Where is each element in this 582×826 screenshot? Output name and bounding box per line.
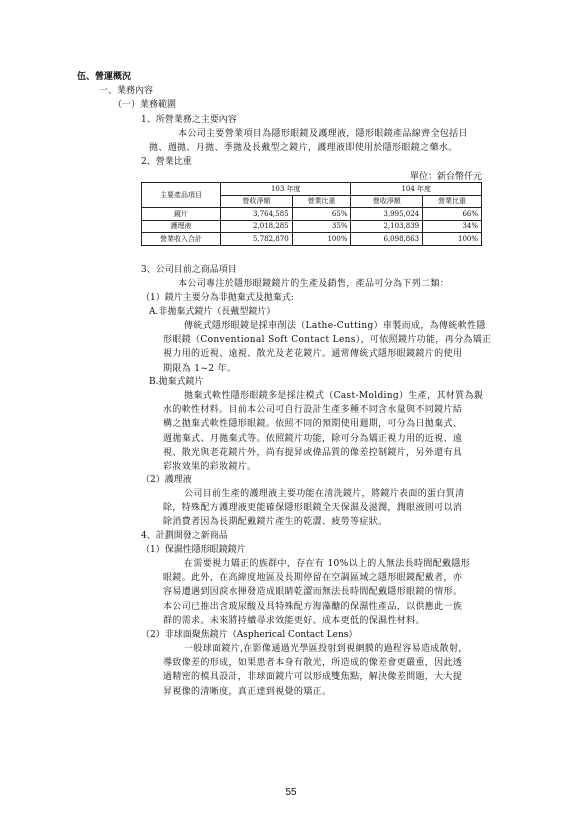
text-line: 水的軟性材料。目前本公司可自行設計生產多種不同含水量與不同鏡片結	[163, 405, 463, 416]
subsection-heading: 一、業務內容	[99, 86, 154, 96]
item-title: 1、所營業務之主要內容	[141, 115, 237, 125]
text-line: 本公司已推出含玻尿酸及具特殊配方海藻醣的保濕性產品，以供應此一族	[163, 601, 463, 612]
text-line: 視、散光與老花鏡片外，尚有提昇或偉品質的像差控制鏡片，另外還有具	[163, 447, 463, 458]
text-line: 眼鏡。此外，在高緯度地區及長期停留在空調區域之隱形眼鏡配戴者，亦	[163, 573, 463, 584]
year-header: 104 年度	[351, 183, 482, 196]
ratio-cell: 66%	[423, 208, 482, 221]
sub2-paragraph	[0, 487, 465, 530]
table-row	[142, 208, 482, 221]
text-line: 容易遭遇到因淚水揮發造成眼睛乾澀而無法長時間配戴隱形眼鏡的情形。	[163, 587, 463, 598]
subitem-title: （2）非球面聚焦鏡片（Aspherical Contact Lens）	[141, 630, 358, 640]
subA-paragraph	[0, 319, 492, 376]
subsection-heading: （一）業務範圍	[113, 100, 177, 110]
subitem-title: B.拋棄式鏡片	[149, 377, 204, 387]
text-line: 形眼鏡（Conventional Soft Contact Lens），可依照鏡片功能，再分為矯正	[163, 335, 492, 346]
revenue-cell: 5,782,870	[221, 233, 293, 246]
revenue-cell: 2,018,285	[221, 220, 293, 233]
revenue-cell: 2,103,839	[351, 220, 423, 233]
text-line: 傳統式隱形眼鏡是採車削法（Lathe-Cutting）車製而成，為傳統軟性隱	[184, 321, 486, 331]
product-name: 鏡片	[142, 208, 221, 221]
item-title: 2、營業比重	[141, 157, 192, 167]
text-line: 群的需求。未來將持續尋求效能更好、成本更低的保濕性材料。	[163, 615, 425, 626]
text-line: 導致像差的形成，如果患者本身有散光，所造成的像差會更嚴重，因此透	[163, 658, 463, 669]
year-header: 103 年度	[221, 183, 351, 196]
column-header: 營收淨額	[351, 195, 423, 208]
table-row	[142, 233, 482, 246]
ratio-cell: 100%	[292, 233, 351, 246]
unit-label: 單位：新台幣仟元	[410, 172, 483, 182]
text-line: 一般球面鏡片,在影像通過光學區投射到視網膜的過程容易造成散射,	[184, 644, 462, 654]
product-name: 護理液	[142, 220, 221, 233]
subitem-title: （2）護理液	[141, 475, 192, 485]
text-line: 除消費者因為長期配戴鏡片產生的乾澀、疲勞等症狀。	[163, 517, 388, 528]
item-title: 3、公司目前之商品項目	[141, 265, 237, 275]
intro-text: 本公司專注於隱形眼鏡鏡片的生產及銷售，產品可分為下列二類：	[178, 279, 450, 289]
text-line: 視力用的近視、遠視、散光及老花鏡片。通常傳統式隱形眼鏡鏡片的使用	[163, 349, 463, 360]
column-header: 營收淨額	[221, 195, 293, 208]
column-header: 營業比重	[423, 195, 482, 208]
ratio-cell: 65%	[292, 208, 351, 221]
page-number: 55	[285, 787, 297, 798]
revenue-cell: 3,764,585	[221, 208, 293, 221]
subB-paragraph	[0, 389, 483, 474]
subitem-title: （1）保濕性隱形眼鏡鏡片	[141, 545, 246, 555]
text-line: 在需要視力矯正的族群中，存在有 10%以上的人無法長時間配戴隱形	[184, 559, 471, 569]
item1-paragraph	[0, 127, 468, 155]
text-line: 昇視像的清晰度，真正達到視覺的矯正。	[163, 686, 332, 697]
sales-table	[141, 182, 482, 246]
section-heading: 伍、營運概況	[77, 72, 132, 82]
text-line: 構之拋棄式軟性隱形眼鏡。依照不同的預期使用週期，可分為日拋棄式、	[163, 419, 463, 430]
item-title: 4、計劃開發之新商品	[141, 531, 228, 541]
text-line: 週拋棄式、月拋棄式等。依照鏡片功能，除可分為矯正視力用的近視、遠	[163, 433, 463, 444]
ratio-cell: 34%	[423, 220, 482, 233]
item4-sub2-paragraph	[0, 642, 462, 699]
column-header: 營業比重	[292, 195, 351, 208]
ratio-cell: 100%	[423, 233, 482, 246]
revenue-cell: 3,995,024	[351, 208, 423, 221]
revenue-cell: 6,098,863	[351, 233, 423, 246]
text-line: 彩妝效果的彩妝鏡片。	[163, 462, 257, 473]
product-name: 營業收入合計	[142, 233, 221, 246]
table-row	[142, 220, 482, 233]
item4-sub1-paragraph	[0, 557, 470, 628]
text-line: 過精密的模具設計，非球面鏡片可以形成雙焦點，解決像差問題，大大提	[163, 672, 463, 683]
subitem-title: （1）鏡片主要分為非拋棄式及拋棄式:	[141, 293, 294, 303]
row-header-cell: 主要產品項目	[142, 183, 221, 208]
text-line: 拋、週拋、月拋、季拋及長戴型之鏡片，護理液即使用於隱形眼鏡之藥水。	[149, 143, 458, 154]
text-line: 公司目前生產的護理液主要功能在清洗鏡片，將鏡片表面的蛋白質清	[184, 489, 465, 499]
subitem-title: A.非拋棄式鏡片（長戴型鏡片）	[149, 307, 276, 317]
text-line: 本公司主要營業項目為隱形眼鏡及護理液，隱形眼鏡產品線齊全包括日	[178, 129, 468, 139]
text-line: 拋棄式軟性隱形眼鏡多是採注模式（Cast-Molding）生產，其材質為親	[184, 391, 484, 401]
ratio-cell: 35%	[292, 220, 351, 233]
text-line: 除，特殊配方護理液更能確保隱形眼鏡全天保濕及滋潤，潤眼液則可以消	[163, 503, 463, 514]
text-line: 期限為 1~2 年。	[163, 363, 237, 374]
